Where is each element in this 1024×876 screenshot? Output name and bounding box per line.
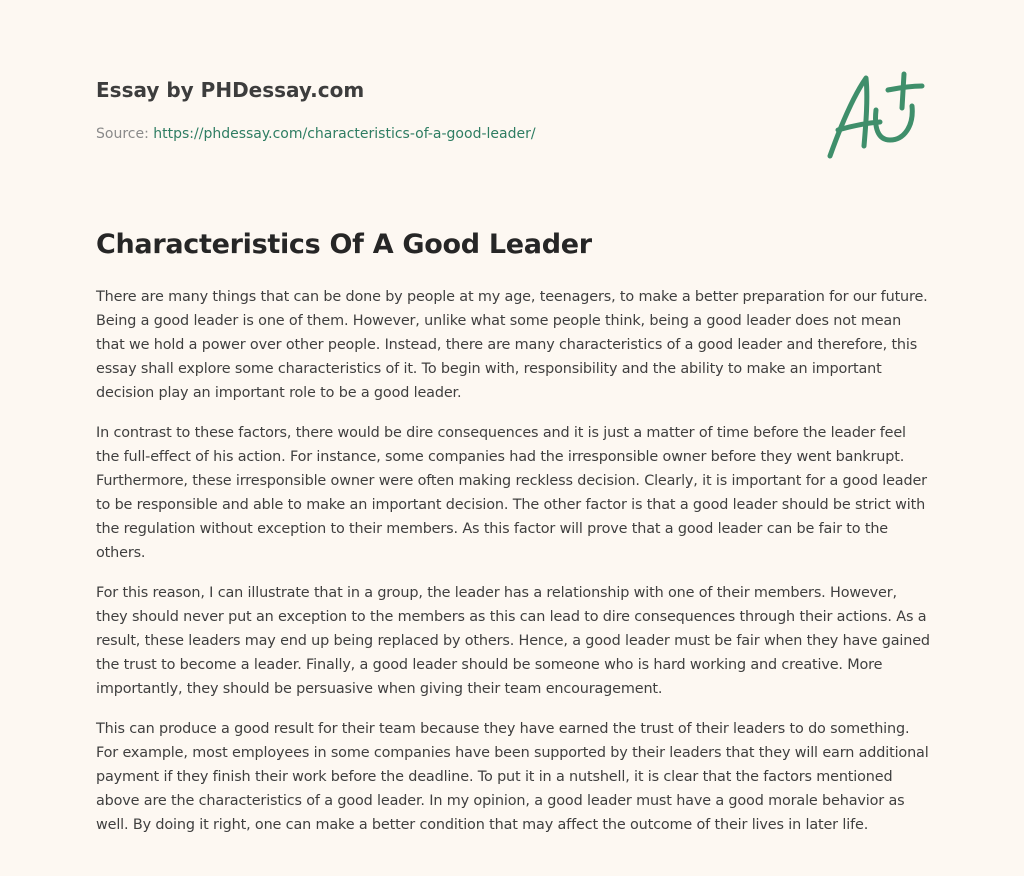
source-line	[96, 124, 796, 144]
essay-body	[96, 285, 932, 853]
essay-title: Characteristics Of A Good Leader	[96, 229, 592, 260]
site-title: Essay by PHDessay.com	[96, 78, 365, 102]
a-plus-logo-icon	[820, 68, 930, 164]
essay-paragraph: There are many things that can be done by people at my age, teenagers, to make a better preparation for our future. Being a good leader is one of them. However, unlike what some people think, being a good leader does not mean that we hold a power over other people. Instead, there are many characteristics of a good leader and therefore, this essay shall explore some characteristics of it. To begin with, responsibility and the ability to make an important decision play an important role to be a good leader.	[96, 289, 928, 401]
source-label: Source:	[96, 126, 149, 142]
essay-paragraph: In contrast to these factors, there would be dire consequences and it is just a matter of time before the leader feel the full-effect of his action. For instance, some companies had the irresponsible owner before they went bankrupt. Furthermore, these irresponsible owner were often making reckless decision. Clearly, it is important for a good leader to be responsible and able to make an important decision. The other factor is that a good leader should be strict with the regulation without exception to their members. As this factor will prove that a good leader can be fair to the others.	[96, 425, 927, 561]
essay-paragraph: This can produce a good result for their team because they have earned the trust of their leaders to do something. For example, most employees in some companies have been supported by their leaders that they will earn additional payment if they finish their work before the deadline. To put it in a nutshell, it is clear that the factors mentioned above are the characteristics of a good leader. In my opinion, a good leader must have a good morale behavior as well. By doing it right, one can make a better condition that may affect the outcome of their lives in later life.	[96, 721, 929, 833]
page-header	[96, 76, 796, 144]
essay-paragraph: For this reason, I can illustrate that in a group, the leader has a relationship with one of their members. However, they should never put an exception to the members as this can lead to dire consequences through their actions. As a result, these leaders may end up being replaced by others. Hence, a good leader must be fair when they have gained the trust to become a leader. Finally, a good leader should be someone who is hard working and creative. More importantly, they should be persuasive when giving their team encouragement.	[96, 585, 930, 697]
source-link[interactable]: https://phdessay.com/characteristics-of-a-good-leader/	[153, 126, 536, 142]
